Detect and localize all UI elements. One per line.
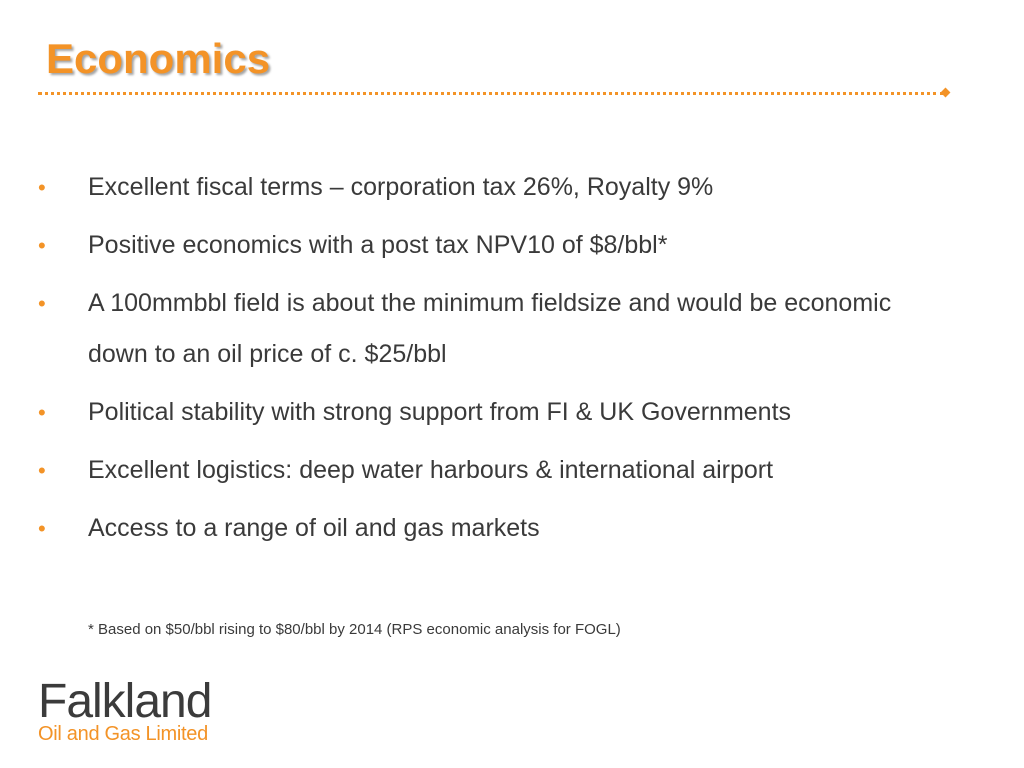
bullet-icon: •	[38, 233, 46, 258]
logo-subtitle: Oil and Gas Limited	[38, 723, 208, 745]
bullet-text: A 100mmbbl field is about the minimum fieldsize and would be economic down to an oil price of c. $25/bbl	[88, 289, 892, 368]
bullet-text: Positive economics with a post tax NPV10 of $8/bbl*	[88, 231, 668, 259]
logo-name: Falkland	[38, 675, 212, 728]
bullet-item	[38, 162, 938, 213]
bullet-text: Excellent logistics: deep water harbours & international airport	[88, 456, 774, 484]
bullet-item	[38, 387, 938, 438]
title-divider	[38, 92, 944, 95]
bullet-item	[38, 503, 938, 554]
bullet-icon: •	[38, 400, 46, 425]
footnote: * Based on $50/bbl rising to $80/bbl by 2014 (RPS economic analysis for FOGL)	[88, 621, 621, 638]
divider-diamond-icon	[941, 88, 951, 98]
company-logo	[38, 675, 212, 745]
bullet-icon: •	[38, 516, 46, 541]
bullet-item	[38, 278, 938, 380]
bullet-text: Excellent fiscal terms – corporation tax 26%, Royalty 9%	[88, 173, 714, 201]
bullet-icon: •	[38, 175, 46, 200]
bullet-icon: •	[38, 291, 46, 316]
bullet-item	[38, 445, 938, 496]
bullet-list	[38, 162, 938, 561]
bullet-text: Access to a range of oil and gas markets	[88, 514, 540, 542]
bullet-item	[38, 220, 938, 271]
bullet-text: Political stability with strong support from FI & UK Governments	[88, 398, 792, 426]
slide-title: Economics	[46, 35, 271, 82]
bullet-icon: •	[38, 458, 46, 483]
